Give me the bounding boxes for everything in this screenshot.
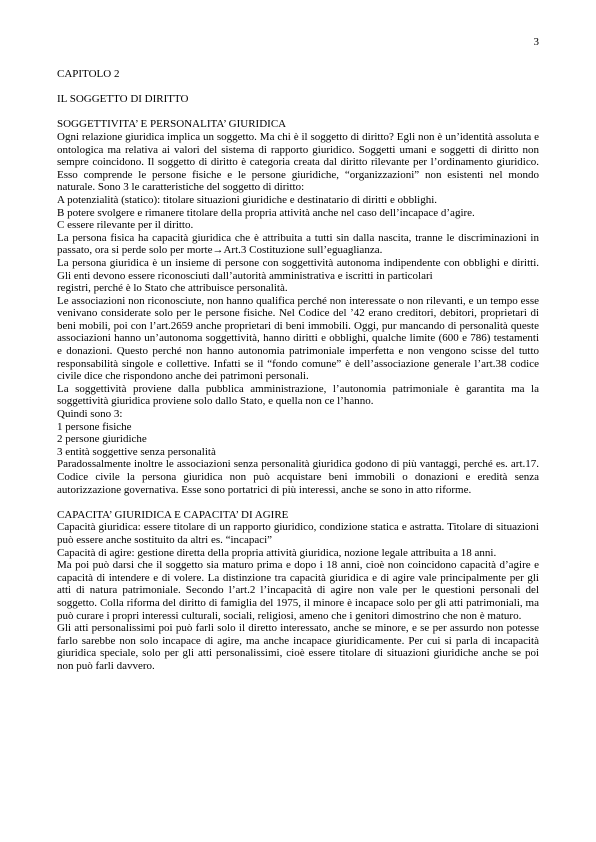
page-number: 3 [533, 36, 539, 48]
chapter-title: IL SOGGETTO DI DIRITTO [57, 93, 189, 106]
paragraph-characteristic-c: C essere rilevante per il diritto. [57, 219, 194, 232]
paragraph-associazioni: Le associazioni non riconosciute, non hanno qualifica perché non interessate o non rilevanti, e un tempo esse venivano considerate solo per le persone fisiche. Nel Codice del ’42 erano creditori, debitori, proprietari di beni mobili, poi con l’art.2659 anche proprietari di beni immobili. Oggi, pur mancando di personalità queste associazioni hanno un’autonoma soggettività, hanno diritti e obblighi, qualche limite (600 e 786) testamenti e donazioni. Questo perché non hanno autonomia patrimoniale imperfetta e non vengono scisse del tutto responsabilità singole e collettive. Infatti se il “fondo comune” è dell’associazione generale l’art.38 codice civile dice che rispondono anche dei patrimoni personali. [57, 294, 539, 383]
section-heading-soggettivita: SOGGETTIVITA’ E PERSONALITA’ GIURIDICA [57, 118, 287, 131]
paragraph-persona-giuridica: La persona giuridica è un insieme di persone con soggettività autonoma indipendente con obblighi e diritti. Gli enti devono essere riconosciuti dall’autorità amministrativa e iscritti in particolari [57, 256, 539, 282]
document-body [57, 68, 539, 673]
paragraph-soggettivita: La soggettività proviene dalla pubblica amministrazione, l’autonomia patrimoniale è garantita ma la soggettività giuridica proviene solo dallo Stato, e quella non ce l’hanno. [57, 382, 539, 408]
list-item-3: 3 entità soggettive senza personalità [57, 445, 216, 458]
paragraph-persona-fisica: La persona fisica ha capacità giuridica che è attribuita a tutti sin dalla nascita, tranne le discriminazioni in passato, ora si perde solo per morte→Art.3 Costituzione sull’eguaglianza. [57, 231, 539, 257]
paragraph-atti-personalissimi: Gli atti personalissimi poi può farli solo il diretto interessato, anche se minore, e se per assurdo non potesse farlo sarebbe non solo incapace di agire, ma anche incapace giuridicamente. Per cui si parla di incapacità giuridica speciale, solo per gli atti personalissimi, cioè essere titolare di situazioni giuridiche anche se poi non può farli davvero. [57, 622, 539, 672]
paragraph-characteristic-b: B potere svolgere e rimanere titolare della propria attività anche nel caso dell’incapace d’agire. [57, 206, 475, 219]
paragraph-paradossalmente: Paradossalmente inoltre le associazioni senza personalità giuridica godono di più vantaggi, perché es. art.17. Codice civile la persona giuridica non può acquistare beni immobili o donazioni e eredità senza autorizzazione governativa. Esse sono portatrici di più interessi, anche se sono in atto riforme. [57, 458, 539, 496]
paragraph-maturita: Ma poi può darsi che il soggetto sia maturo prima e dopo i 18 anni, cioè non coincidono capacità d’agire e capacità di intendere e di volere. La distinzione tra capacità giuridica e di agire vale principalmente per gli atti di natura patrimoniale. Secondo l’art.2 l’incapacità di agire non vale per le questioni personali del soggetto. Colla riforma del diritto di famiglia del 1975, il minore è incapace solo per gli atti patrimoniali, ma può curare i propri interessi culturali, sociali, religiosi, ameno che i genitori dimostrino che non è maturo. [57, 559, 539, 622]
paragraph-characteristic-a: A potenzialità (statico): titolare situazioni giuridiche e destinatario di diritti e obblighi. [57, 193, 438, 206]
list-item-1: 1 persone fisiche [57, 420, 132, 433]
paragraph-intro: Ogni relazione giuridica implica un soggetto. Ma chi è il soggetto di diritto? Egli non è un’identità assoluta e ontologica ma relativa ai valori del sistema di rapporto giuridico. Soggetti umani e soggetti di diritto non sempre coincidono. Il soggetto di diritto è categoria creata dal diritto rilevante per l’ordinamento giuridico. Esso comprende le persone fisiche e le persone giuridiche, “organizzazioni” non esistenti nel mondo naturale. Sono 3 le caratteristiche del soggetto di diritto: [57, 130, 539, 194]
paragraph-registri: registri, perché è lo Stato che attribuisce personalità. [57, 282, 288, 295]
chapter-label: CAPITOLO 2 [57, 68, 120, 80]
paragraph-capacita-giuridica: Capacità giuridica: essere titolare di un rapporto giuridico, condizione statica e astratta. Titolare di situazioni può essere anche sostituito da altri es. “incapaci” [57, 521, 539, 546]
section-heading-capacita: CAPACITA’ GIURIDICA E CAPACITA’ DI AGIRE [57, 508, 289, 521]
paragraph-quindi: Quindi sono 3: [57, 408, 123, 421]
list-item-2: 2 persone giuridiche [57, 433, 147, 446]
paragraph-capacita-agire: Capacità di agire: gestione diretta della propria attività giuridica, nozione legale attribuita a 18 anni. [57, 546, 497, 559]
